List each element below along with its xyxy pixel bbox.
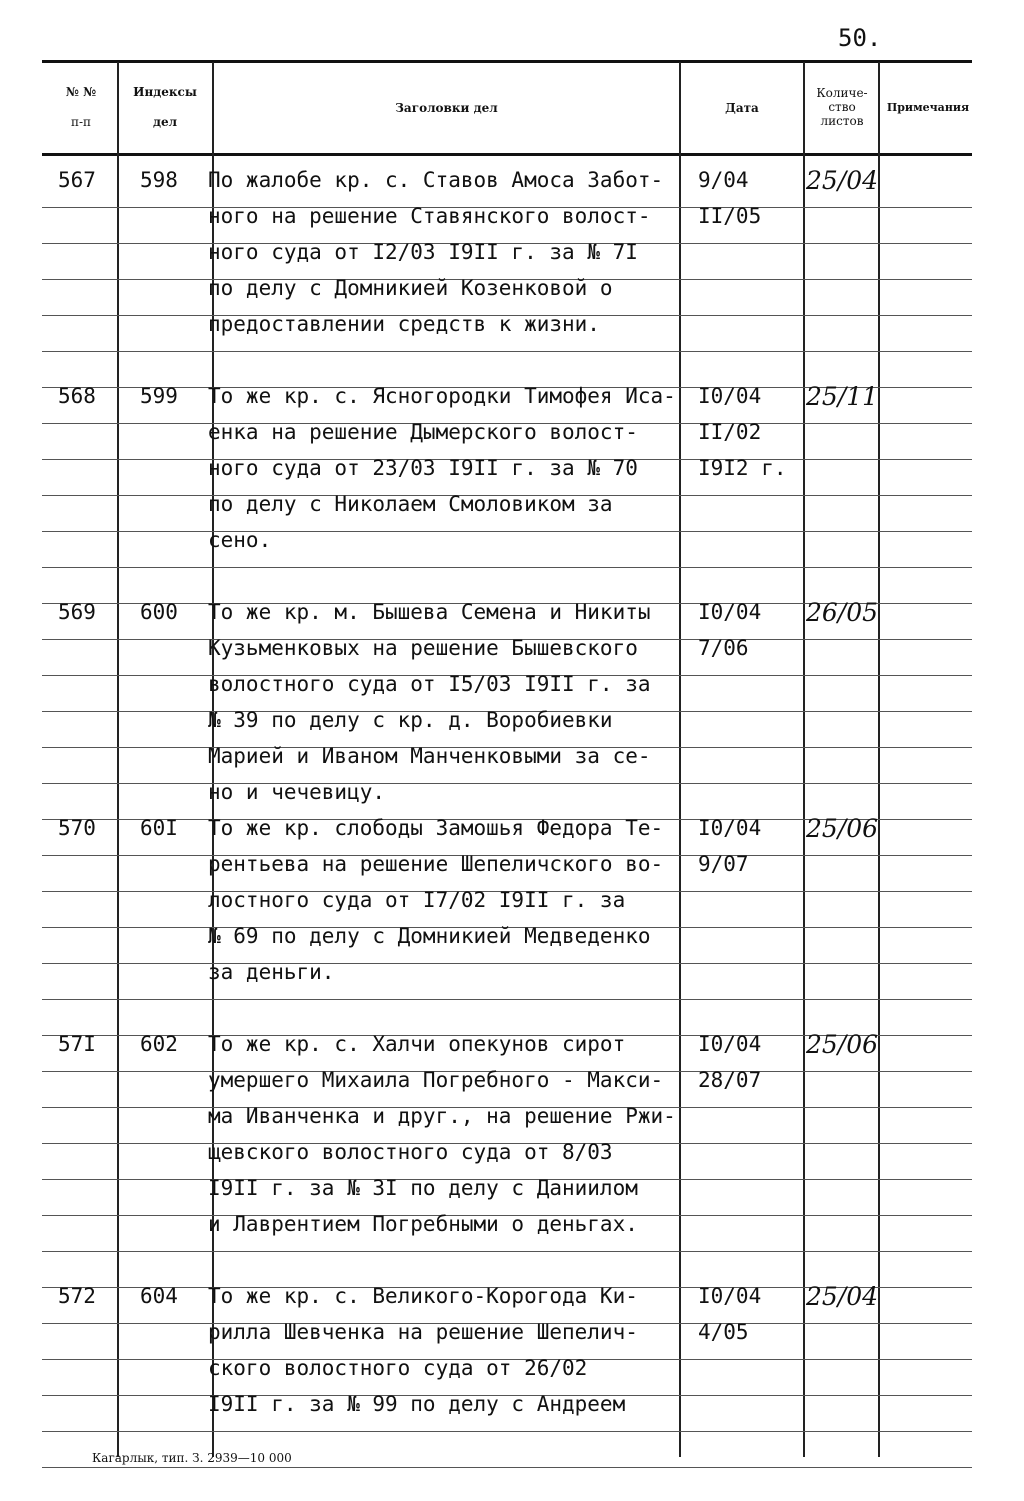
entry-title-line: ма Иванченка и друг., на решение Ржи- bbox=[208, 1104, 676, 1128]
header-index-line: дел bbox=[152, 115, 178, 129]
entry-title-line: по делу с Домникией Козенковой о bbox=[208, 276, 613, 300]
entry-date: II/02 bbox=[698, 420, 762, 444]
header-notes: Примечания bbox=[886, 101, 970, 114]
entry-number: 57I bbox=[58, 1032, 96, 1056]
entry-number: 572 bbox=[58, 1284, 96, 1308]
entry-title-line: енка на решение Дымерского волост- bbox=[208, 420, 638, 444]
entry-date: 7/06 bbox=[698, 636, 749, 660]
entry-sheets-handwritten: 26/05 bbox=[806, 598, 879, 627]
ruled-line bbox=[42, 999, 972, 1000]
entry-title-line: щевского волостного суда от 8/03 bbox=[208, 1140, 613, 1164]
entry-index: 604 bbox=[140, 1284, 178, 1308]
entry-title-line: То же кр. с. Халчи опекунов сирот bbox=[208, 1032, 626, 1056]
entry-title-line: ного на решение Ставянского волост- bbox=[208, 204, 651, 228]
entry-date: I0/04 bbox=[698, 600, 762, 624]
entry-title-line: I9II г. за № 3I по делу с Даниилом bbox=[208, 1176, 638, 1200]
entry-title-line: Кузьменковых на решение Бышевского bbox=[208, 636, 638, 660]
entry-index: 598 bbox=[140, 168, 178, 192]
entry-number: 567 bbox=[58, 168, 96, 192]
ruled-line bbox=[42, 531, 972, 532]
table-top-rule bbox=[42, 60, 972, 63]
entry-index: 600 bbox=[140, 600, 178, 624]
entry-date: 9/04 bbox=[698, 168, 749, 192]
ruled-line bbox=[42, 783, 972, 784]
entry-index: 602 bbox=[140, 1032, 178, 1056]
entry-number: 568 bbox=[58, 384, 96, 408]
ruled-line bbox=[42, 1251, 972, 1252]
entry-title-line: № 69 по делу с Домникией Медведенко bbox=[208, 924, 651, 948]
entry-index: 599 bbox=[140, 384, 178, 408]
entry-sheets-handwritten: 25/11 bbox=[806, 382, 879, 411]
entry-title-line: I9II г. за № 99 по делу с Андреем bbox=[208, 1392, 626, 1416]
column-rule bbox=[117, 62, 119, 1457]
header-num bbox=[48, 84, 114, 130]
header-index bbox=[120, 84, 210, 130]
entry-title-line: по делу с Николаем Смоловиком за bbox=[208, 492, 613, 516]
entry-title-line: но и чечевицу. bbox=[208, 780, 386, 804]
entry-date: I0/04 bbox=[698, 1032, 762, 1056]
header-date: Дата bbox=[725, 101, 759, 115]
print-footer: Кагарлык, тип. З. 2939—10 000 bbox=[92, 1451, 292, 1465]
page-number: 50. bbox=[838, 24, 882, 52]
entry-title-line: за деньги. bbox=[208, 960, 335, 984]
ruled-line bbox=[42, 1467, 972, 1468]
entry-title-line: То же кр. с. Ясногородки Тимофея Иса- bbox=[208, 384, 676, 408]
entry-number: 569 bbox=[58, 600, 96, 624]
ruled-line bbox=[42, 351, 972, 352]
entry-title-line: ного суда от I2/03 I9II г. за № 7I bbox=[208, 240, 638, 264]
column-rule bbox=[803, 62, 805, 1457]
entry-index: 60I bbox=[140, 816, 178, 840]
entry-title-line: предоставлении средств к жизни. bbox=[208, 312, 600, 336]
entry-title-line: и Лаврентием Погребными о деньгах. bbox=[208, 1212, 638, 1236]
entry-title-line: По жалобе кр. с. Ставов Амоса Забот- bbox=[208, 168, 664, 192]
header-index-line: Индексы bbox=[133, 85, 197, 99]
header-num-line: № № bbox=[65, 85, 97, 99]
entry-sheets-handwritten: 25/04 bbox=[806, 1282, 879, 1311]
header-count-line: листов bbox=[820, 114, 864, 128]
entry-title-line: То же кр. м. Бышева Семена и Никиты bbox=[208, 600, 651, 624]
entry-title-line: волостного суда от I5/03 I9II г. за bbox=[208, 672, 651, 696]
entry-title-line: Марией и Иваном Манченковыми за се- bbox=[208, 744, 651, 768]
entry-sheets-handwritten: 25/06 bbox=[806, 1030, 879, 1059]
ruled-line bbox=[42, 1431, 972, 1432]
ruled-line bbox=[42, 963, 972, 964]
entry-date: I0/04 bbox=[698, 1284, 762, 1308]
entry-title-line: № 39 по делу с кр. д. Воробиевки bbox=[208, 708, 613, 732]
entry-date: I0/04 bbox=[698, 816, 762, 840]
entry-title-line: умершего Михаила Погребного - Макси- bbox=[208, 1068, 664, 1092]
entry-date: 9/07 bbox=[698, 852, 749, 876]
table-header-rule bbox=[42, 153, 972, 156]
entry-title-line: ного суда от 23/03 I9II г. за № 70 bbox=[208, 456, 638, 480]
header-count-line: Количе- bbox=[816, 86, 868, 100]
entry-number: 570 bbox=[58, 816, 96, 840]
entry-title-line: сено. bbox=[208, 528, 272, 552]
entry-date: 28/07 bbox=[698, 1068, 762, 1092]
entry-sheets-handwritten: 25/06 bbox=[806, 814, 879, 843]
ruled-line bbox=[42, 567, 972, 568]
header-num-line: п-п bbox=[70, 115, 92, 129]
header-count bbox=[806, 86, 878, 128]
column-rule bbox=[878, 62, 880, 1457]
header-count-line: ство bbox=[828, 100, 856, 114]
entry-title-line: лостного суда от I7/02 I9II г. за bbox=[208, 888, 626, 912]
entry-title-line: рентьева на решение Шепеличского во- bbox=[208, 852, 664, 876]
entry-title-line: рилла Шевченка на решение Шепелич- bbox=[208, 1320, 638, 1344]
entry-date: I0/04 bbox=[698, 384, 762, 408]
entry-date: 4/05 bbox=[698, 1320, 749, 1344]
column-rule bbox=[679, 62, 681, 1457]
entry-title-line: То же кр. с. Великого-Корогода Ки- bbox=[208, 1284, 638, 1308]
entry-date: II/05 bbox=[698, 204, 762, 228]
entry-sheets-handwritten: 25/04 bbox=[806, 166, 879, 195]
entry-date: I9I2 г. bbox=[698, 456, 787, 480]
entry-title-line: ского волостного суда от 26/02 bbox=[208, 1356, 588, 1380]
header-title: Заголовки дел bbox=[395, 101, 498, 115]
entry-title-line: То же кр. слободы Замошья Федора Те- bbox=[208, 816, 664, 840]
